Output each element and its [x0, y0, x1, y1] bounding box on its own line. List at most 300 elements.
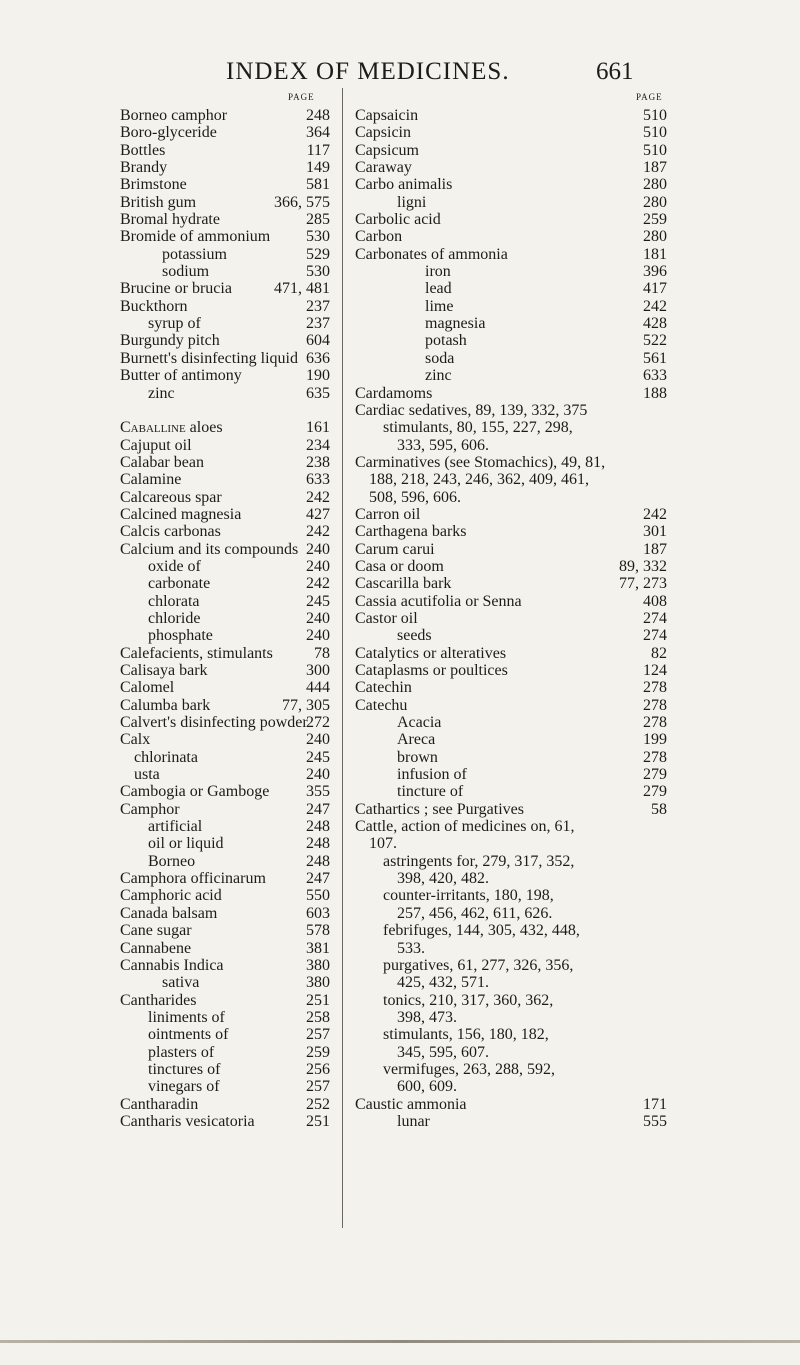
index-entry-page: 242	[306, 523, 330, 541]
index-entry-page: 603	[306, 904, 330, 922]
index-entry	[355, 298, 667, 315]
index-entry-term: soda	[425, 349, 455, 367]
index-entry	[120, 749, 330, 766]
page-title: INDEX OF MEDICINES.	[226, 58, 510, 85]
index-entry	[355, 1096, 667, 1113]
index-entry-page: 510	[643, 141, 667, 159]
index-entry-term: Calefacients, stimulants	[120, 644, 273, 662]
index-entry-term: potassium	[162, 245, 227, 263]
index-entry-term: stimulants, 80, 155, 227, 298,	[383, 419, 573, 437]
index-entry	[355, 887, 667, 904]
index-entry-term: Castor oil	[355, 609, 418, 627]
index-entry	[120, 1096, 330, 1113]
index-entry-page: 242	[643, 505, 667, 523]
index-entry	[120, 1113, 330, 1130]
index-entry	[120, 419, 330, 436]
index-entry-page: 561	[643, 349, 667, 367]
index-entry-term: Cascarilla bark	[355, 575, 452, 593]
index-entry-term: Carbolic acid	[355, 211, 441, 229]
index-entry-term: Buckthorn	[120, 297, 188, 315]
index-entry-term: infusion of	[397, 766, 467, 784]
index-entry-page: 245	[306, 592, 330, 610]
index-entry-term: Brimstone	[120, 176, 187, 194]
index-entry	[355, 957, 667, 974]
index-entry-page: 427	[306, 505, 330, 523]
index-entry-term: Cassia acutifolia or Senna	[355, 592, 522, 610]
index-entry	[355, 367, 667, 384]
index-entry	[355, 419, 667, 436]
index-entry	[120, 870, 330, 887]
index-entry	[355, 714, 667, 731]
index-entry-page: 240	[306, 731, 330, 749]
index-entry-term: Cane sugar	[120, 922, 192, 940]
index-entry	[120, 124, 330, 141]
index-entry	[355, 974, 667, 991]
index-entry-term: Calvert's disinfecting powder	[120, 714, 308, 732]
index-entry	[120, 835, 330, 852]
index-entry-term: stimulants, 156, 180, 182,	[383, 1026, 549, 1044]
index-entry	[355, 107, 667, 124]
index-entry-page: 578	[306, 922, 330, 940]
index-entry-page: 247	[306, 800, 330, 818]
index-entry-page: 550	[306, 887, 330, 905]
index-entry-term: Camphora officinarum	[120, 870, 266, 888]
index-entry-term: Catalytics or alteratives	[355, 644, 507, 662]
index-entry-term: Cantharides	[120, 991, 197, 1009]
index-entry-term: Calomel	[120, 679, 175, 697]
index-entry	[355, 870, 667, 887]
index-entry	[120, 974, 330, 991]
index-entry-page: 238	[306, 453, 330, 471]
index-entry	[120, 228, 330, 245]
index-entry-term: Carthagena barks	[355, 523, 467, 541]
index-entry-term: 333, 595, 606.	[397, 436, 489, 454]
column-divider	[342, 88, 343, 1228]
index-entry-term: Borneo	[148, 852, 196, 870]
index-entry	[120, 1026, 330, 1043]
index-entry-term: Casa or doom	[355, 557, 444, 575]
index-entry-page: 396	[643, 263, 667, 281]
index-entry-term: British gum	[120, 193, 197, 211]
index-entry-page: 149	[306, 159, 330, 177]
index-entry	[120, 697, 330, 714]
index-entry-page: 301	[643, 523, 667, 541]
index-entry-term: Capsicin	[355, 124, 411, 142]
index-entry-page: 380	[306, 956, 330, 974]
index-entry	[120, 887, 330, 904]
index-entry-page: 240	[306, 627, 330, 645]
index-entry-term: liniments of	[148, 1008, 225, 1026]
index-entry	[120, 593, 330, 610]
index-entry	[355, 523, 667, 540]
index-entry-page: 280	[643, 193, 667, 211]
index-entry-term: Bottles	[120, 141, 166, 159]
index-entry-term: zinc	[148, 384, 175, 402]
index-entry-page: 242	[643, 297, 667, 315]
index-entry-term: zinc	[425, 367, 452, 385]
index-entry	[355, 280, 667, 297]
index-entry-page: 240	[306, 766, 330, 784]
index-entry	[120, 246, 330, 263]
index-entry-term: Calcium and its compounds	[120, 540, 299, 558]
index-entry	[120, 714, 330, 731]
index-entry-page: 380	[306, 974, 330, 992]
index-entry	[355, 1044, 667, 1061]
index-entry-page: 444	[306, 679, 330, 697]
index-entry-term: Catechin	[355, 679, 412, 697]
index-entry-term: Carum carui	[355, 540, 435, 558]
index-entry-term: Calumba bark	[120, 696, 211, 714]
index-entry-page: 242	[306, 488, 330, 506]
index-entry-term: ligni	[397, 193, 427, 211]
index-entry-term: vinegars of	[148, 1078, 220, 1096]
index-entry-term: 398, 473.	[397, 1008, 457, 1026]
index-entry	[120, 489, 330, 506]
index-entry	[355, 679, 667, 696]
index-entry-page: 251	[306, 991, 330, 1009]
index-entry-page: 199	[643, 731, 667, 749]
index-entry-page: 256	[306, 1060, 330, 1078]
index-entry	[355, 385, 667, 402]
index-entry	[355, 315, 667, 332]
index-entry	[355, 766, 667, 783]
index-entry-term: Borneo camphor	[120, 107, 228, 124]
index-entry-term: Cambogia or Gamboge	[120, 783, 270, 801]
index-entry	[355, 228, 667, 245]
index-entry-term: chloride	[148, 609, 201, 627]
index-entry-term: artificial	[148, 818, 203, 836]
index-entry	[355, 1061, 667, 1078]
index-entry	[120, 645, 330, 662]
index-entry-page: 181	[643, 245, 667, 263]
index-entry-term: Calx	[120, 731, 151, 749]
index-entry-term: lead	[425, 280, 452, 298]
index-entry	[120, 315, 330, 332]
index-entry-term: astringents for, 279, 317, 352,	[383, 852, 575, 870]
index-entry-term: 257, 456, 462, 611, 626.	[397, 904, 553, 922]
index-entry-term: Cantharis vesicatoria	[120, 1112, 255, 1130]
index-entry	[355, 471, 667, 488]
index-entry-page: 248	[306, 835, 330, 853]
index-entry	[355, 575, 667, 592]
index-entry-page: 510	[643, 107, 667, 124]
index-entry	[355, 801, 667, 818]
index-entry-page: 242	[306, 575, 330, 593]
index-entry	[120, 142, 330, 159]
index-entry-term: tonics, 210, 317, 360, 362,	[383, 991, 554, 1009]
index-entry	[120, 107, 330, 124]
index-entry-page: 279	[643, 783, 667, 801]
index-entry-term: Cataplasms or poultices	[355, 662, 508, 679]
index-entry-term: magnesia	[425, 315, 486, 333]
index-entry	[355, 627, 667, 644]
page-column-caption-left: PAGE	[288, 92, 315, 102]
index-entry-term: Cardamoms	[355, 384, 433, 402]
left-index-column	[120, 107, 330, 1130]
index-entry-page: 278	[643, 714, 667, 732]
index-entry-page: 364	[306, 124, 330, 142]
index-entry-term: Carbon	[355, 228, 403, 246]
index-entry-page: 274	[643, 627, 667, 645]
index-entry-page: 408	[643, 592, 667, 610]
index-entry-term: plasters of	[148, 1043, 215, 1061]
index-entry-page: 245	[306, 748, 330, 766]
index-entry	[355, 749, 667, 766]
index-entry	[355, 211, 667, 228]
index-entry-term: seeds	[397, 627, 432, 645]
index-entry	[120, 575, 330, 592]
index-entry-page: 89, 332	[619, 557, 667, 575]
index-entry-page: 240	[306, 540, 330, 558]
index-entry	[355, 645, 667, 662]
index-entry-page: 257	[306, 1078, 330, 1096]
index-entry-term: iron	[425, 263, 451, 281]
index-entry-term: usta	[134, 766, 160, 784]
index-entry-page: 381	[306, 939, 330, 957]
index-entry-page: 522	[643, 332, 667, 350]
index-entry	[120, 818, 330, 835]
index-entry-term: Calcareous spar	[120, 488, 222, 506]
index-entry-page: 555	[643, 1112, 667, 1130]
index-entry	[355, 593, 667, 610]
right-index-column	[355, 107, 667, 1130]
index-entry-term: Cardiac sedatives, 89, 139, 332, 375	[355, 401, 588, 419]
index-entry-term: oxide of	[148, 557, 201, 575]
index-entry	[355, 1009, 667, 1026]
index-entry-term: purgatives, 61, 277, 326, 356,	[383, 956, 574, 974]
index-entry-term: Bromide of ammonium	[120, 228, 271, 246]
index-entry	[120, 853, 330, 870]
index-entry	[355, 246, 667, 263]
index-entry-page: 278	[643, 696, 667, 714]
index-entry-term: Capsaicin	[355, 107, 419, 124]
index-entry-page: 366, 575	[274, 193, 330, 211]
index-entry	[355, 818, 667, 835]
index-entry	[355, 142, 667, 159]
index-entry-term: 600, 609.	[397, 1078, 457, 1096]
index-entry-page: 633	[306, 471, 330, 489]
index-entry-term: Butter of antimony	[120, 367, 242, 385]
index-entry-term: oil or liquid	[148, 835, 224, 853]
index-entry	[120, 454, 330, 471]
index-entry-page: 257	[306, 1026, 330, 1044]
index-entry	[120, 437, 330, 454]
index-entry-term: Cantharadin	[120, 1095, 199, 1113]
index-entry-term: 345, 595, 607.	[397, 1043, 489, 1061]
index-entry-page: 258	[306, 1008, 330, 1026]
index-entry-page: 636	[306, 349, 330, 367]
index-entry-term: counter-irritants, 180, 198,	[383, 887, 554, 905]
index-entry	[120, 367, 330, 384]
index-entry-page: 529	[306, 245, 330, 263]
index-entry-page: 58	[651, 800, 667, 818]
index-entry-page: 248	[306, 818, 330, 836]
index-entry-term: Carbo animalis	[355, 176, 453, 194]
index-entry-term: Canada balsam	[120, 904, 218, 922]
index-entry	[355, 783, 667, 800]
index-entry-page: 237	[306, 315, 330, 333]
index-entry	[355, 454, 667, 471]
index-entry-term: Areca	[397, 731, 436, 749]
index-entry	[355, 853, 667, 870]
index-entry	[355, 905, 667, 922]
index-entry-page: 77, 305	[282, 696, 330, 714]
index-entry-page: 188	[643, 384, 667, 402]
index-entry	[355, 992, 667, 1009]
index-entry-term: Capsicum	[355, 141, 419, 159]
index-entry	[120, 385, 330, 402]
index-entry-term: Calamine	[120, 471, 182, 489]
index-entry-term: 425, 432, 571.	[397, 974, 489, 992]
index-entry-page: 78	[314, 644, 330, 662]
index-entry	[120, 471, 330, 488]
index-entry-page: 530	[306, 228, 330, 246]
index-entry	[120, 731, 330, 748]
index-entry-page: 581	[306, 176, 330, 194]
index-entry-term: 508, 596, 606.	[369, 488, 461, 506]
index-entry-term: Carbonates of ammonia	[355, 245, 508, 263]
index-entry	[120, 1009, 330, 1026]
index-entry-page: 279	[643, 766, 667, 784]
index-entry-page: 278	[643, 679, 667, 697]
index-entry-term: Calisaya bark	[120, 662, 208, 679]
index-entry	[355, 922, 667, 939]
index-entry-page: 280	[643, 176, 667, 194]
index-entry	[355, 1026, 667, 1043]
index-entry	[120, 1078, 330, 1095]
index-entry	[355, 332, 667, 349]
index-entry-term: febrifuges, 144, 305, 432, 448,	[383, 922, 580, 940]
index-entry	[120, 1044, 330, 1061]
index-entry-term: Acacia	[397, 714, 442, 732]
index-entry	[355, 194, 667, 211]
index-entry-term: Cattle, action of medicines on, 61,	[355, 818, 575, 836]
index-entry	[120, 940, 330, 957]
index-entry-term: Calabar bean	[120, 453, 204, 471]
index-entry	[120, 801, 330, 818]
index-entry-page: 635	[306, 384, 330, 402]
index-entry	[355, 350, 667, 367]
index-entry-term: chlorinata	[134, 748, 198, 766]
index-entry-page: 161	[306, 419, 330, 437]
index-entry	[120, 783, 330, 800]
index-entry-page: 259	[643, 211, 667, 229]
index-entry-page: 471, 481	[274, 280, 330, 298]
index-entry	[355, 263, 667, 280]
index-entry-term: Calcis carbonas	[120, 523, 221, 541]
index-entry-page: 274	[643, 609, 667, 627]
index-entry-page: 510	[643, 124, 667, 142]
index-entry	[120, 992, 330, 1009]
index-entry	[120, 766, 330, 783]
index-entry-term: Burnett's disinfecting liquid	[120, 349, 298, 367]
page-column-caption-right: PAGE	[636, 92, 663, 102]
index-entry-page: 251	[306, 1112, 330, 1130]
index-entry-page: 237	[306, 297, 330, 315]
index-entry-term: Calcined magnesia	[120, 505, 242, 523]
index-entry-term: Camphoric acid	[120, 887, 222, 905]
index-entry	[355, 437, 667, 454]
index-entry-page: 280	[643, 228, 667, 246]
index-entry-page: 124	[643, 662, 667, 679]
index-entry-term: Cajuput oil	[120, 436, 192, 454]
index-entry-page: 252	[306, 1095, 330, 1113]
index-entry	[355, 940, 667, 957]
index-entry-term: Burgundy pitch	[120, 332, 220, 350]
index-entry-term: 398, 420, 482.	[397, 870, 489, 888]
index-entry	[120, 922, 330, 939]
index-entry-page: 278	[643, 748, 667, 766]
index-entry-page: 248	[306, 107, 330, 124]
index-entry	[120, 402, 330, 419]
page-bottom-edge	[0, 1340, 800, 1343]
index-entry-page: 234	[306, 436, 330, 454]
index-entry	[355, 176, 667, 193]
index-entry	[355, 697, 667, 714]
index-entry-term: Carminatives (see Stomachics), 49, 81,	[355, 453, 606, 471]
index-entry-term: Caraway	[355, 159, 412, 177]
index-entry-page: 171	[643, 1095, 667, 1113]
index-entry-term: Boro-glyceride	[120, 124, 217, 142]
index-entry-term: 188, 218, 243, 246, 362, 409, 461,	[369, 471, 589, 489]
index-entry	[120, 506, 330, 523]
index-entry-page: 117	[306, 141, 330, 159]
index-entry-page: 240	[306, 557, 330, 575]
index-entry	[120, 159, 330, 176]
index-entry	[120, 1061, 330, 1078]
index-entry-page: 285	[306, 211, 330, 229]
index-entry-page: 417	[643, 280, 667, 298]
index-entry-page: 272	[306, 714, 330, 732]
index-entry	[120, 280, 330, 297]
index-entry-page: 259	[306, 1043, 330, 1061]
index-entry	[120, 332, 330, 349]
index-entry-page: 247	[306, 870, 330, 888]
index-entry	[120, 263, 330, 280]
index-entry	[120, 211, 330, 228]
index-entry	[355, 558, 667, 575]
index-entry	[355, 835, 667, 852]
index-entry	[355, 402, 667, 419]
index-entry	[120, 298, 330, 315]
index-entry-page: 604	[306, 332, 330, 350]
index-entry-term: ointments of	[148, 1026, 229, 1044]
index-entry	[355, 1113, 667, 1130]
page-header	[0, 58, 800, 88]
index-entry	[355, 1078, 667, 1095]
index-entry-page: 355	[306, 783, 330, 801]
index-entry-term: sativa	[162, 974, 200, 992]
index-entry-page: 187	[643, 159, 667, 177]
index-entry	[355, 731, 667, 748]
index-entry-term: brown	[397, 748, 438, 766]
index-entry-page: 300	[306, 662, 330, 679]
index-entry	[120, 541, 330, 558]
index-entry-term: Brandy	[120, 159, 168, 177]
index-entry	[120, 610, 330, 627]
index-entry-term: Catechu	[355, 696, 408, 714]
index-entry-term: sodium	[162, 263, 210, 281]
index-entry-term: Camphor	[120, 800, 180, 818]
index-entry-term: Cannabis Indica	[120, 956, 224, 974]
index-entry	[120, 627, 330, 644]
index-entry-term: syrup of	[148, 315, 201, 333]
index-entry-term: 533.	[397, 939, 425, 957]
index-entry	[120, 176, 330, 193]
index-entry	[355, 541, 667, 558]
index-entry-term: Brucine or brucia	[120, 280, 232, 298]
index-entry-term: chlorata	[148, 592, 200, 610]
